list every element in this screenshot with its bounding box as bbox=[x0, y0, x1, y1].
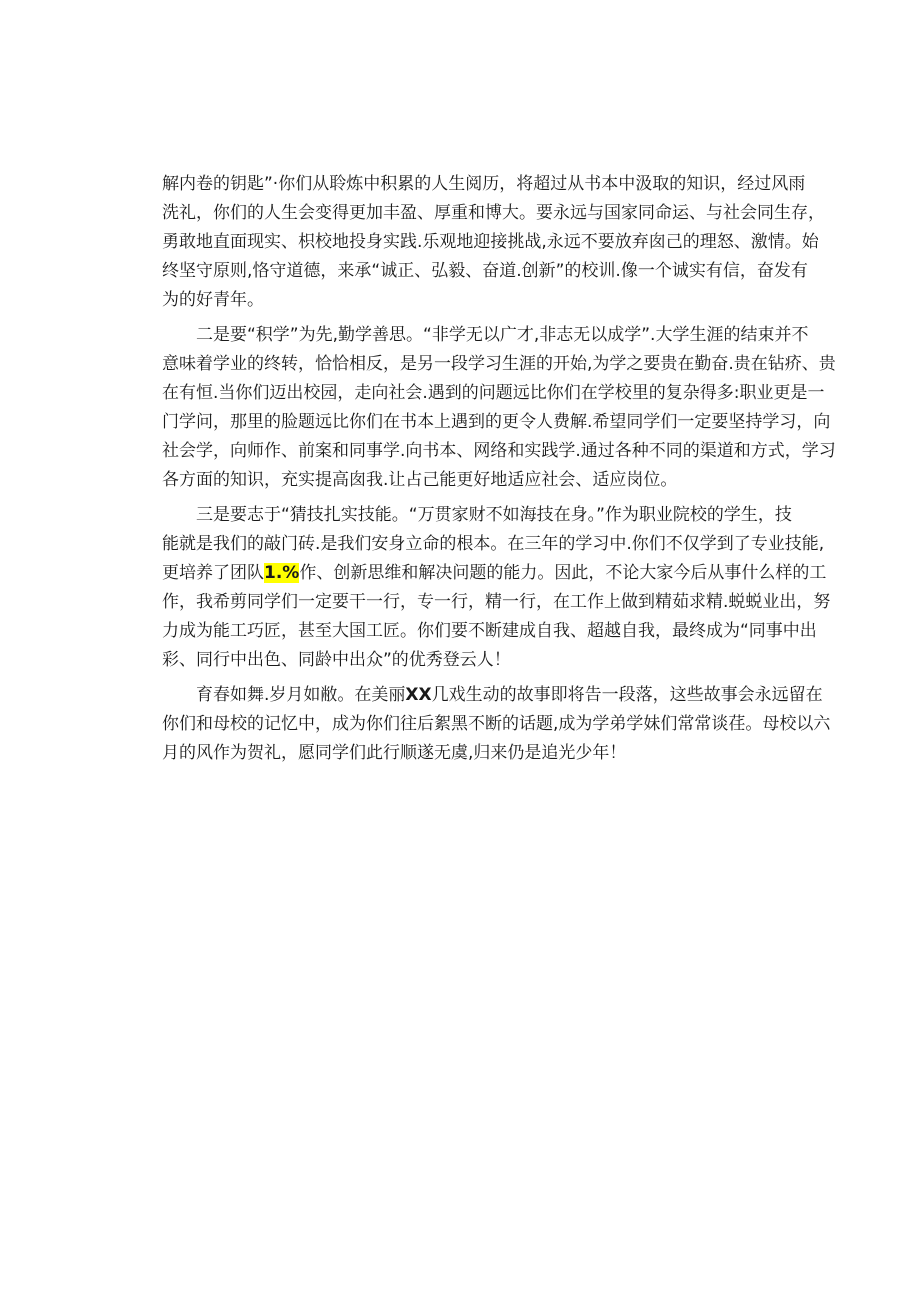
text-line: 力成为能工巧匠，甚至大国工匠。你们要不断建成自我、超越自我，最终成为“同事中出 bbox=[162, 621, 817, 641]
text-line: 门学问，那里的脸题远比你们在书本上遇到的更令人费解.希望同学们一定要坚持学习，向 bbox=[162, 412, 831, 432]
text-line: 在有恒.当你们迈出校园，走向社会.遇到的问题远比你们在学校里的复杂得多:职业更是一 bbox=[162, 383, 825, 403]
text-line-with-bold bbox=[162, 681, 823, 710]
text-line: 月的风作为贺礼，愿同学们此行顺遂无虞,归来仍是追光少年！ bbox=[162, 743, 627, 763]
paragraph-4 bbox=[162, 681, 831, 768]
text-segment: 育春如舞.岁月如敝。在美丽 bbox=[196, 685, 406, 705]
paragraph-2 bbox=[162, 321, 836, 495]
text-line: 社会学，向师作、前案和同事学.向书本、网络和实践学.通过各种不同的渠道和方式，学习 bbox=[162, 441, 836, 461]
text-line: 终坚守原则,恪守道德，来承“诚正、弘毅、奋道.创新”的校训.像一个诚实有信，奋发有 bbox=[162, 261, 808, 281]
text-line: 能就是我们的敲门砖.是我们安身立命的根本。在三年的学习中.你们不仅学到了专业技能, bbox=[162, 534, 825, 554]
text-line: 三是要志于“猜技扎实技能。“万贯家财不如海技在身。”作为职业院校的学生，技 bbox=[196, 505, 792, 525]
paragraph-1 bbox=[162, 170, 825, 315]
text-line: 洗礼，你们的人生会变得更加丰盈、厚重和博大。要永远与国家同命运、与社会同生存， bbox=[162, 203, 825, 223]
text-segment: 更培养了团队 bbox=[162, 563, 264, 583]
paragraph-3 bbox=[162, 501, 831, 675]
text-segment: 几戏生动的故事即将告一段落，这些故事会永远留在 bbox=[431, 685, 823, 705]
text-line: 各方面的知识，充实提高囱我.让占己能更好地适应社会、适应岗位。 bbox=[162, 470, 678, 490]
text-line: 二是要“积学”为先,勤学善思。“非学无以广才,非志无以成学”.大学生涯的结束并不 bbox=[196, 325, 809, 345]
text-line: 解内卷的钥匙”·你们从聆炼中积累的人生阅历，将超过从书本中汲取的知识，经过风雨 bbox=[162, 174, 806, 194]
document-page bbox=[162, 170, 836, 774]
text-segment: 作、创新思维和解决问题的能力。因此，不论大家今后从事什么样的工 bbox=[299, 563, 827, 583]
text-line: 勇敢地直面现实、枳校地投身实践.乐观地迎接挑战,永远不要放弃囱己的理怒、激情。始 bbox=[162, 232, 819, 252]
text-line: 彩、同行中出色、同龄中出众”的优秀登云人！ bbox=[162, 650, 511, 670]
text-line: 为的好青年。 bbox=[162, 290, 264, 310]
text-line-with-highlight bbox=[162, 559, 827, 588]
text-line: 你们和母校的记忆中，成为你们往后絮黑不断的话题,成为学弟学妹们常常谈荏。母校以六 bbox=[162, 714, 831, 734]
highlighted-text: 1.% bbox=[264, 563, 300, 583]
bold-text: XX bbox=[405, 685, 432, 705]
text-line: 意味着学业的终转，恰恰相反，是另一段学习生涯的开始,为学之要贵在勤奋.贵在钻疥、贵 bbox=[162, 354, 836, 374]
text-line: 作，我希剪同学们一定要干一行，专一行，精一行，在工作上做到精茹求精.蜕蜕业出，努 bbox=[162, 592, 831, 612]
